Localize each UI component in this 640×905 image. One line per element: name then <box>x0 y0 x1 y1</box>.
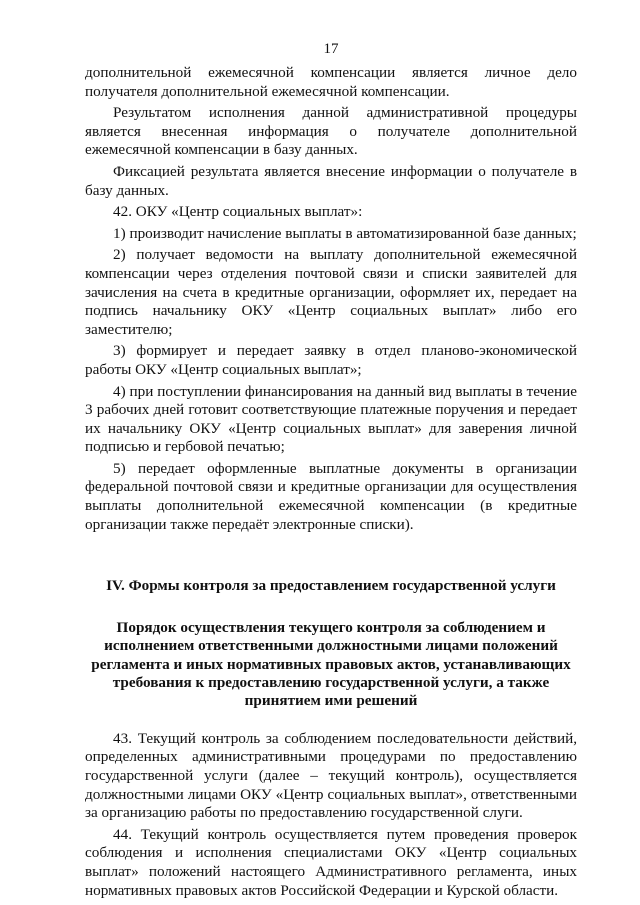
list-item: 5) передает оформленные выплатные документы в организации федеральной почтовой связи и кредитные организации для осуществления выплаты дополнительной ежемесячной компенсации (в кредитные организации также передаёт электронные списки). <box>85 459 577 533</box>
paragraph: дополнительной ежемесячной компенсации является личное дело получателя дополнительной ежемесячной компенсации. <box>85 64 577 100</box>
subsection-title <box>85 619 577 711</box>
paragraph: Результатом исполнения данной административной процедуры является внесенная информация о получателе дополнительной ежемесячной компенсации в базу данных. <box>85 104 577 159</box>
subsection-title-line: требования к предоставлению государственной услуги, а также <box>112 674 550 692</box>
body-text-bottom <box>85 730 577 900</box>
page-number: 17 <box>323 41 339 57</box>
subsection-title-line: исполнением ответственными должностными лицами положений <box>104 637 558 655</box>
subsection-title-line: Порядок осуществления текущего контроля за соблюдением и <box>116 618 546 636</box>
paragraph: 43. Текущий контроль за соблюдением последовательности действий, определенных административными процедурами по предоставлению государственной услуги (далее – текущий контроль), осуществляется должностными лицами ОКУ «Центр социальных выплат», ответственными за организацию работы по предоставлению государственной слуги. <box>85 729 577 822</box>
section-title: IV. Формы контроля за предоставлением государственной услуги <box>106 577 556 595</box>
list-item: 4) при поступлении финансирования на данный вид выплаты в течение 3 рабочих дней готовит соответствующие платежные поручения и передает их начальнику ОКУ «Центр социальных выплат» для заверения личной подписью и гербовой печатью; <box>85 382 577 456</box>
list-heading: 42. ОКУ «Центр социальных выплат»: <box>113 203 363 221</box>
list-item: 1) производит начисление выплаты в автоматизированной базе данных; <box>113 224 577 242</box>
paragraph: Фиксацией результата является внесение информации о получателе в базу данных. <box>85 162 577 199</box>
paragraph: 44. Текущий контроль осуществляется путем проведения проверок соблюдения и исполнения специалистами ОКУ «Центр социальных выплат» положений настоящего Административного регламента, иных нормативных правовых актов Российской Федерации и Курской области. <box>85 825 577 899</box>
subsection-title-line: регламента и иных нормативных правовых актов, устанавливающих <box>91 655 571 673</box>
body-text-top <box>85 64 577 534</box>
list-item: 2) получает ведомости на выплату дополнительной ежемесячной компенсации через отделения почтовой связи и списки заявителей для зачисления на счета в кредитные организации, оформляет их, передает на подпись начальнику ОКУ «Центр социальных выплат» либо его заместителю; <box>85 246 577 338</box>
subsection-title-line: принятием ими решений <box>244 692 418 710</box>
list-item: 3) формирует и передает заявку в отдел планово-экономической работы ОКУ «Центр социальных выплат»; <box>85 342 577 378</box>
